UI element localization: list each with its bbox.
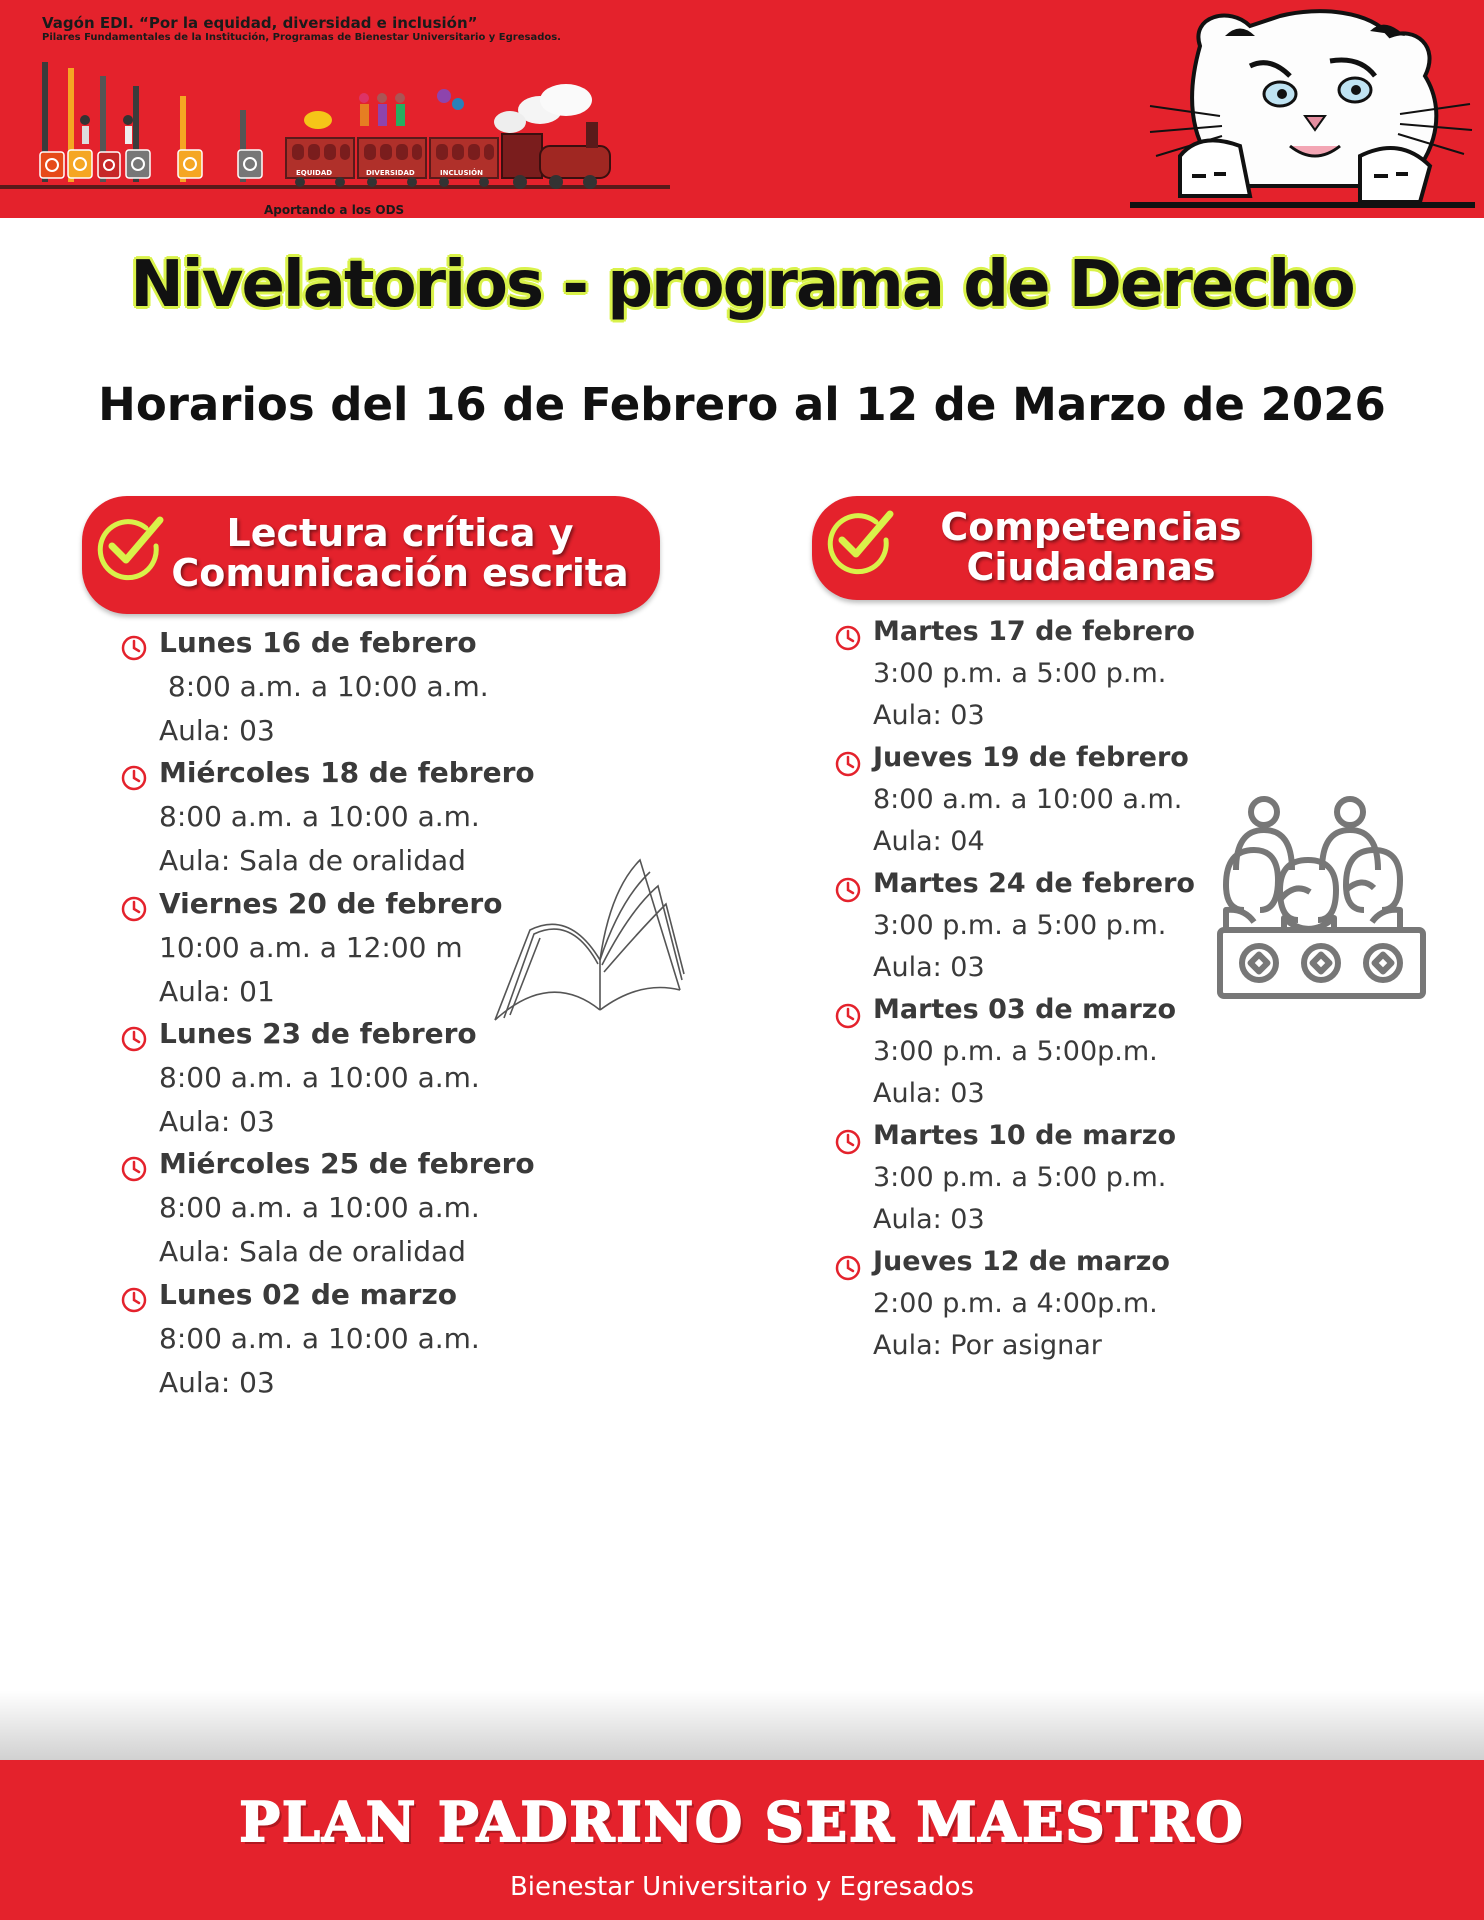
clock-icon [120, 1286, 148, 1314]
banner-subtitle: Pilares Fundamentales de la Institución, Programas de Bienestar Universitario y Egresados. [42, 32, 561, 43]
schedule-room: Aula: 03 [873, 952, 985, 983]
clock-icon [120, 634, 148, 662]
schedule-day: Martes 10 de marzo [873, 1120, 1177, 1151]
schedule-time: 8:00 a.m. a 10:00 a.m. [159, 800, 480, 833]
schedule-room: Aula: Sala de oralidad [159, 1235, 466, 1268]
schedule-day: Jueves 19 de febrero [873, 742, 1189, 773]
schedule-day: Lunes 16 de febrero [159, 626, 477, 659]
header-banner [0, 0, 1484, 218]
schedule-time: 8:00 a.m. a 10:00 a.m. [159, 1061, 480, 1094]
schedule-room: Aula: 01 [159, 975, 275, 1008]
clock-icon [120, 1155, 148, 1183]
schedule-room: Aula: Sala de oralidad [159, 844, 466, 877]
schedule-time: 3:00 p.m. a 5:00 p.m. [873, 658, 1167, 689]
schedule-time: 8:00 a.m. a 10:00 a.m. [159, 1322, 480, 1355]
schedule-room: Aula: 03 [159, 714, 275, 747]
schedule-day: Martes 24 de febrero [873, 868, 1195, 899]
section-heading-line2: Comunicación escrita [171, 551, 629, 595]
clock-icon [834, 624, 862, 652]
section-heading-competencias [812, 496, 1312, 600]
clock-icon [120, 1025, 148, 1053]
section-heading-line1: Competencias [940, 505, 1242, 549]
schedule-time: 2:00 p.m. a 4:00p.m. [873, 1288, 1158, 1319]
schedule-time: 8:00 a.m. a 10:00 a.m. [159, 670, 489, 703]
footer-subtitle: Bienestar Universitario y Egresados [509, 1872, 975, 1902]
wagon-label-inclusion: INCLUSIÓN [440, 169, 483, 177]
wagon-label-equidad: EQUIDAD [296, 169, 333, 177]
ods-caption: Aportando a los ODS [264, 203, 405, 217]
clock-icon [834, 1254, 862, 1282]
section-heading-line2: Ciudadanas [966, 545, 1216, 589]
clock-icon [834, 750, 862, 778]
wagon-labels [286, 169, 502, 181]
schedule-room: Aula: 04 [873, 826, 985, 857]
footer-banner [0, 1760, 1484, 1920]
schedule-room: Aula: 03 [873, 700, 985, 731]
schedule-day: Lunes 02 de marzo [159, 1278, 458, 1311]
clock-icon [834, 1128, 862, 1156]
schedule-time: 10:00 a.m. a 12:00 m [159, 931, 463, 964]
audience-icon [1214, 790, 1429, 1005]
schedule-room: Aula: 03 [159, 1105, 275, 1138]
wagon-label-diversidad: DIVERSIDAD [366, 169, 415, 177]
banner-title: Vagón EDI. “Por la equidad, diversidad e inclusión” [42, 14, 478, 32]
schedule-room: Aula: 03 [159, 1366, 275, 1399]
page-subtitle: Horarios del 16 de Febrero al 12 de Marzo de 2026 [98, 378, 1386, 431]
schedule-time: 3:00 p.m. a 5:00 p.m. [873, 910, 1167, 941]
page-title: Nivelatorios - programa de Derecho [130, 248, 1354, 322]
schedule-time: 8:00 a.m. a 10:00 a.m. [873, 784, 1183, 815]
schedule-day: Martes 03 de marzo [873, 994, 1177, 1025]
clock-icon [120, 764, 148, 792]
footer-title: PLAN PADRINO SER MAESTRO [239, 1790, 1245, 1854]
schedule-day: Miércoles 18 de febrero [159, 756, 535, 789]
section-heading-line1: Lectura crítica y [226, 511, 574, 555]
schedule-day: Miércoles 25 de febrero [159, 1147, 535, 1180]
schedule-time: 3:00 p.m. a 5:00p.m. [873, 1036, 1158, 1067]
schedule-room: Aula: 03 [873, 1204, 985, 1235]
schedule-room: Aula: 03 [873, 1078, 985, 1109]
section-heading-lectura [82, 496, 660, 614]
clock-icon [834, 876, 862, 904]
schedule-day: Martes 17 de febrero [873, 616, 1195, 647]
schedule-room: Aula: Por asignar [873, 1330, 1102, 1361]
section-heading-text [154, 513, 646, 593]
clock-icon [834, 1002, 862, 1030]
schedule-day: Jueves 12 de marzo [873, 1246, 1170, 1277]
schedule-time: 8:00 a.m. a 10:00 a.m. [159, 1191, 480, 1224]
schedule-time: 3:00 p.m. a 5:00 p.m. [873, 1162, 1167, 1193]
section-heading-text [884, 507, 1298, 587]
open-book-icon [490, 850, 690, 1030]
schedule-day: Viernes 20 de febrero [159, 887, 503, 920]
footer-shadow [0, 1690, 1484, 1760]
tiger-cub-icon [1130, 6, 1475, 216]
schedule-day: Lunes 23 de febrero [159, 1017, 477, 1050]
clock-icon [120, 895, 148, 923]
